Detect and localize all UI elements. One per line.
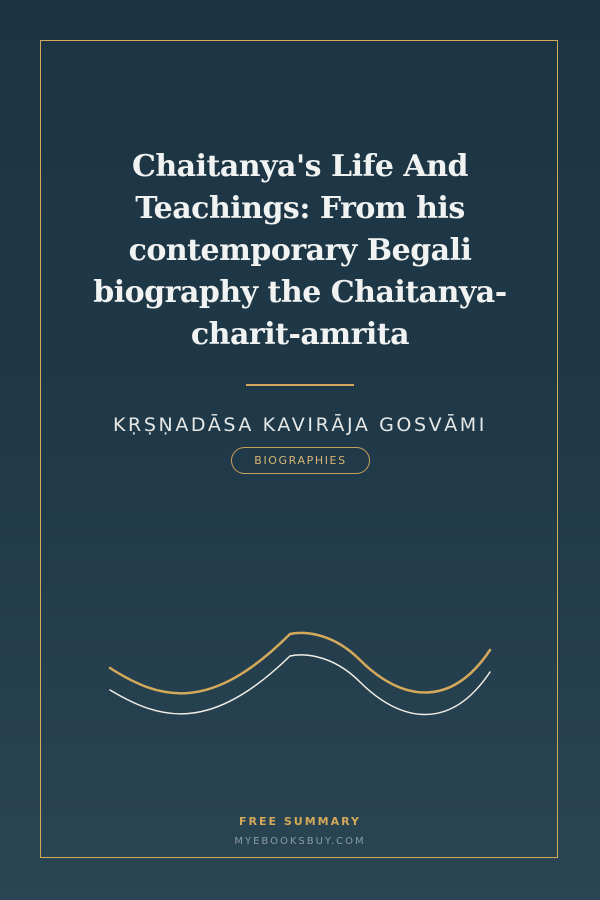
site-url: MYEBOOKSBUY.COM: [234, 836, 366, 847]
wave-line-white: [110, 655, 490, 715]
wave-line-gold: [110, 633, 490, 693]
wave-ornament: [100, 620, 500, 740]
free-summary-label: FREE SUMMARY: [239, 815, 361, 828]
book-title: Chaitanya's Life And Teachings: From his contemporary Begali biography the Chaitanya-charit-amrita: [93, 149, 507, 352]
book-author: KṚṢṆADĀSA KAVIRĀJA GOSVĀMI: [112, 414, 488, 436]
title-divider: [246, 384, 354, 386]
category-badge: BIOGRAPHIES: [231, 447, 370, 474]
